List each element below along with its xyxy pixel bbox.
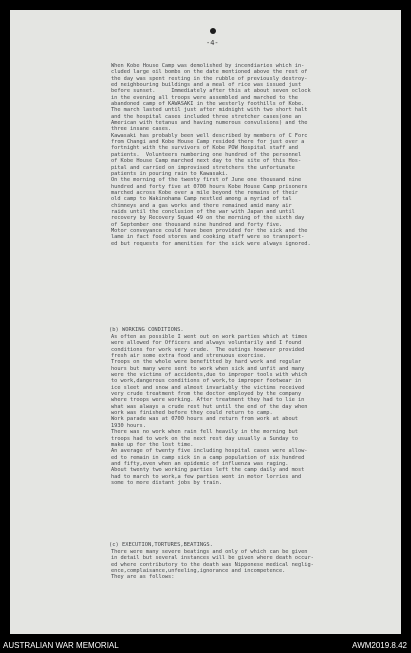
text-line: There was no work when rain fell heavily in the morning but	[111, 429, 298, 436]
text-line: the day was spent resting in the rubble of previously destroy-	[111, 75, 308, 82]
text-line: three insane cases.	[111, 126, 172, 133]
text-line: ed neighbouring buildings and a meal of rice was issued just	[111, 82, 302, 89]
text-line: An average of twenty five including hospital cases were allow-	[111, 448, 308, 455]
text-line: As often as possible I went out on work parties which at times	[111, 334, 308, 340]
text-line: About twenty two working parties left the camp daily and most	[111, 467, 305, 474]
text-line: had to march to work,a few parties went in motor lorries and	[111, 473, 302, 480]
text-line: and the hospital cases included three stretcher cases(one an	[111, 113, 302, 120]
footer-bar	[0, 634, 411, 653]
text-line: fortnight with the survivors of Kobe POW Hospital staff and	[111, 145, 298, 152]
text-line: old camp to Wakinohama Camp nestled among a myriad of tal	[111, 196, 292, 203]
section-c-body	[111, 549, 401, 581]
text-line: and fifty,even when an epidemic of influenza was raging.	[111, 460, 289, 467]
document-page	[10, 10, 401, 634]
text-line: pital and carried on improvised stretchers the unfortunate	[111, 164, 295, 171]
text-line: ed where contributory to the death was Nipponese medical neglig-	[111, 561, 314, 568]
punch-hole	[210, 28, 216, 34]
section-c-heading: (c) EXECUTION,TORTURES,BEATINGS.	[109, 542, 213, 548]
text-line: of Kobe House Camp marched next day to the site of this Hos-	[111, 158, 302, 165]
text-line: raids until the conclusion of the war with Japan and until	[111, 208, 295, 215]
text-line: what was always a crude rest hut until the end of the day when	[111, 403, 308, 410]
text-line: Motor conveyance could have been provided for the sick and the	[111, 227, 308, 234]
text-line: abandoned camp of KAWASAKI in the westerly foothills of Kobe.	[111, 101, 305, 108]
text-line: conditions for work very crude. The outings however provided	[111, 346, 305, 353]
text-line: fresh air some extra food and strenuous exercise.	[111, 353, 267, 360]
text-line: 1930 hours.	[111, 422, 146, 429]
paragraph-intro	[111, 63, 401, 247]
text-line: There were many severe beatings and only of which can be given	[111, 549, 308, 555]
text-line: very crude treatment from the doctor employed by the company	[111, 391, 302, 398]
text-line: from Changi and Kobe House Camp resided there for just over a	[111, 139, 305, 146]
text-line: ice sleet and snow and almost invariably the victims received	[111, 384, 305, 391]
text-line: troops had to work on the next rest day usually a Sunday to	[111, 435, 298, 442]
text-line: Troops on the whole were benefitted by hard work and regular	[111, 359, 302, 366]
text-line: hours but many were sent to work when sick and unfit and many	[111, 365, 305, 372]
text-line: The march lasted until just after midnight with two short halt	[111, 107, 308, 114]
text-line: ence,complaisance,unfeeling,ignorance and incompetence.	[111, 568, 286, 575]
text-line: Kawasaki has probably been well described by members of C Forc	[111, 132, 308, 139]
text-line: where troops were working. After treatment they had to lie in	[111, 397, 305, 404]
text-line: lame in fact food stores and cooking staff were so transport-	[111, 234, 305, 241]
footer-institution: AUSTRALIAN WAR MEMORIAL	[3, 641, 119, 650]
text-line: Work parade was at 0700 hours and return from work at about	[111, 416, 298, 423]
text-line: chimneys and a gas works and there remained amid many air	[111, 202, 292, 209]
section-b-body	[111, 334, 401, 486]
footer-accession-number: AWM2019.8.42	[352, 641, 407, 650]
text-line: They are as follows:	[111, 574, 175, 581]
text-line: hundred and forty five at 0700 hours Kobe House Camp prisoners	[111, 183, 308, 190]
text-line: work was finished before they could return to camp.	[111, 410, 273, 417]
text-line: before sunset. Immediately after this at about seven oclock	[111, 88, 311, 95]
text-line: On the morning of the twenty first of June one thousand nine	[111, 177, 302, 184]
text-line: of September one thousand nine hundred and forty five.	[111, 221, 283, 228]
page-number: -4-	[206, 39, 219, 47]
text-line: to work,dangerous conditions of work,to improper footwear in	[111, 378, 302, 385]
text-line: marched across Kobe over a mile beyond the remains of their	[111, 189, 298, 196]
text-line: patients. Volunteers numbering one hundred of the personnel	[111, 151, 302, 158]
text-line: American with tetanus and having numerous convulsions) and the	[111, 120, 308, 127]
text-line: some to more distant jobs by train.	[111, 479, 222, 486]
text-line: make up for the lost time.	[111, 441, 194, 448]
section-b-heading: (b) WORKING CONDITIONS.	[109, 327, 184, 333]
text-line: in the evening all troops were assembled and marched to the	[111, 94, 298, 101]
text-line: recovery by Recovery Squad 49 on the morning of the sixth day	[111, 215, 305, 222]
text-line: ed but requests for amenities for the sick were always ignored.	[111, 240, 311, 247]
text-line: patients in pouring rain to Kawasaki.	[111, 170, 229, 177]
text-line: in detail but several instances will be given where death occur-	[111, 555, 314, 562]
text-line: ed to remain in camp sick in a camp population of six hundred	[111, 454, 305, 461]
text-line: were the victims of accidents,due to improper tools with which	[111, 372, 308, 379]
text-line: When Kobe House Camp was demolished by incendiaries which in-	[111, 63, 305, 69]
text-line: were allowed for Officers and always voluntarily and I found	[111, 340, 302, 347]
text-line: cluded large oil bombs on the date mentioned above the rest of	[111, 69, 308, 76]
